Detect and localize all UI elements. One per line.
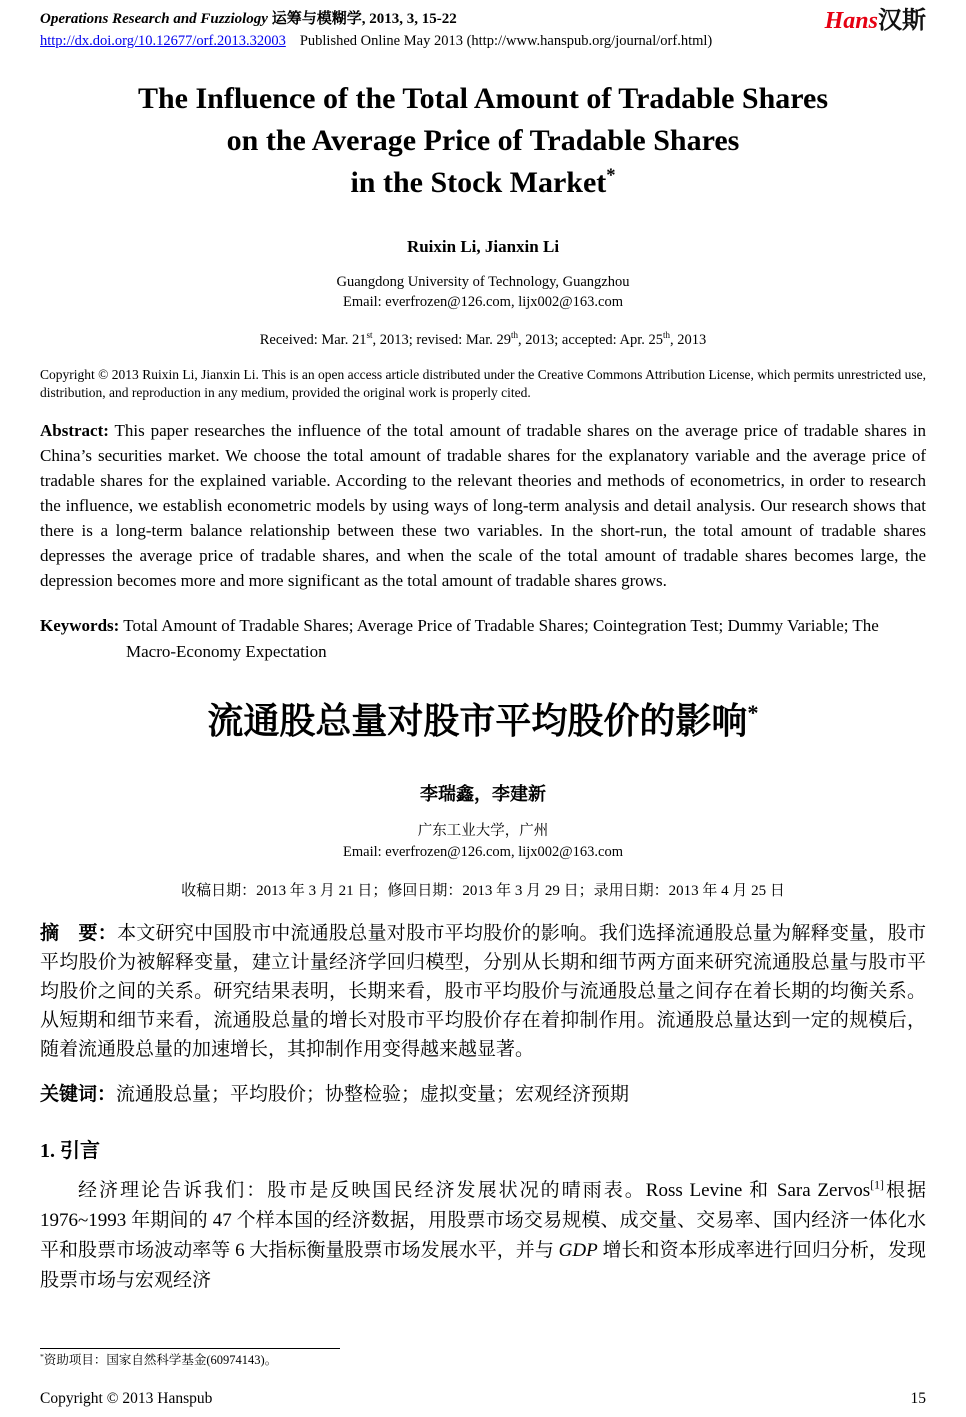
abstract-label-cn: 摘 要： xyxy=(40,923,118,944)
copyright-notice: Copyright © 2013 Ruixin Li, Jianxin Li. This is an open access article distributed under the Creative Commons Attribution License, which permits unrestricted use, distribution, and reproduction in any medium, provided the original work is properly cited. xyxy=(40,367,926,400)
keywords-cn xyxy=(40,1082,926,1108)
abstract-label: Abstract: xyxy=(40,421,109,440)
title-line3: in the Stock Market xyxy=(350,166,607,199)
page-footer xyxy=(40,1389,926,1409)
received-sup2: th xyxy=(511,330,519,341)
title-line1: The Influence of the Total Amount of Tradable Shares xyxy=(137,82,829,115)
abstract-en xyxy=(40,418,926,593)
keywords-en xyxy=(40,613,926,665)
title-cn-text: 流通股总量对股市平均股价的影响 xyxy=(207,701,748,741)
authors-cn: 李瑞鑫，李建新 xyxy=(420,784,546,804)
keywords-label-cn: 关键词： xyxy=(40,1084,117,1105)
keywords-text: Total Amount of Tradable Shares; Average Price of Tradable Shares; Cointegration Test; Dummy Variable; The Macro-Economy Expectation xyxy=(123,616,879,661)
received-p4: , 2013 xyxy=(669,332,707,348)
doi-link[interactable]: http://dx.doi.org/10.12677/orf.2013.32003 xyxy=(40,33,286,49)
affiliation-cn: 广东工业大学，广州 xyxy=(417,823,549,839)
received-sup3: th xyxy=(662,330,670,341)
journal-header-left xyxy=(40,8,712,52)
footnote-marker: * xyxy=(40,1351,44,1361)
received-sup1: st xyxy=(366,330,373,341)
footnote-area xyxy=(40,1348,926,1369)
title-line2: on the Average Price of Tradable Shares xyxy=(226,124,740,157)
intro-p1: 经济理论告诉我们：股市是反映国民经济发展状况的晴雨表。Ross Levine 和 Sara Zervos xyxy=(78,1180,871,1201)
footer-copyright: Copyright © 2013 Hanspub xyxy=(40,1390,213,1407)
received-p2: , 2013; revised: Mar. 29 xyxy=(372,332,512,348)
abstract-text: This paper researches the influence of the total amount of tradable shares on the average price of tradable shares in China’s securities market. We choose the total amount of tradable shares for the explanatory variable and the average price of tradable shares for the explained variable. According to the relevant theories and methods of econometrics, in order to research the influence, we establish econometric models by using ways of long-term analysis and detail analysis. Our research shows that there is a long-term balance relationship between these two variables. In the short-run, the total amount of tradable shares depresses the average price of tradable shares, and when the scale of the total amount of tradable shares becomes large, the depression becomes more and more significant as the total amount of tradable shares grows. xyxy=(40,421,926,590)
journal-name-en: Operations Research and Fuzziology xyxy=(40,11,268,27)
hanspub-logo-en: Hans xyxy=(824,8,878,34)
intro-p2: 根据 1976~1993 年期间的 47 个样本国的经济数据，用股票市场交易规模、成交量、交易率、国内经济一体化水平和股票市场波动率等 6 大指标衡量股票市场发展水平，并与 xyxy=(40,1180,926,1261)
article-title xyxy=(40,78,926,204)
hanspub-logo-cn: 汉斯 xyxy=(878,8,926,34)
journal-title-line xyxy=(40,8,712,30)
intro-p3: 增长和资本形成率进行回归分析，发现股票市场与宏观经济 xyxy=(40,1240,926,1291)
abstract-text-cn: 本文研究中国股市中流通股总量对股市平均股价的影响。我们选择流通股总量为解释变量，股市平均股价为被解释变量，建立计量经济学回归模型，分别从长期和细节两方面来研究流通股总量与股市平均股价之间的关系。研究结果表明，长期来看，股市平均股价与流通股总量之间存在着长期的均衡关系。从短期和细节来看，流通股总量的增长对股市平均股价存在着抑制作用。流通股总量达到一定的规模后，随着流通股总量的加速增长，其抑制作用变得越来越显著。 xyxy=(40,923,926,1060)
email-line-en: Email: everfrozen@126.com, lijx002@163.com xyxy=(343,294,623,310)
dates-line-cn: 收稿日期：2013 年 3 月 21 日；修回日期：2013 年 3 月 29 日；录用日期：2013 年 4 月 25 日 xyxy=(181,883,785,899)
affiliation-block-cn xyxy=(40,821,926,863)
footnote-divider xyxy=(40,1348,340,1349)
section-1-heading: 1. 引言 xyxy=(40,1140,100,1162)
received-line xyxy=(40,330,926,350)
footnote-body: 资助项目：国家自然科学基金(60974143)。 xyxy=(43,1353,278,1367)
keywords-label: Keywords: xyxy=(40,616,120,635)
keywords-text-cn: 流通股总量；平均股价；协整检验；虚拟变量；宏观经济预期 xyxy=(116,1084,630,1105)
journal-header xyxy=(40,8,926,52)
abstract-cn xyxy=(40,919,926,1064)
received-p3: , 2013; accepted: Apr. 25 xyxy=(518,332,663,348)
email-line-cn: Email: everfrozen@126.com, lijx002@163.com xyxy=(343,844,623,860)
citation-ref-1: [1] xyxy=(870,1178,884,1192)
title-footnote-marker: * xyxy=(606,165,616,186)
affiliation-block-en xyxy=(40,272,926,312)
journal-name-cn: 运筹与模糊学, 2013, 3, 15-22 xyxy=(271,11,457,27)
title-cn-footnote-marker: * xyxy=(747,700,759,725)
intro-gdp: GDP xyxy=(558,1240,598,1261)
published-info: Published Online May 2013 (http://www.hanspub.org/journal/orf.html) xyxy=(299,33,713,49)
affiliation-en: Guangdong University of Technology, Guangzhou xyxy=(336,274,630,290)
intro-paragraph xyxy=(40,1176,926,1296)
received-p1: Received: Mar. 21 xyxy=(259,332,367,348)
hanspub-logo xyxy=(825,8,926,34)
article-title-cn xyxy=(40,695,926,747)
page-number: 15 xyxy=(910,1390,926,1407)
authors-en: Ruixin Li, Jianxin Li xyxy=(406,237,560,256)
doi-line xyxy=(40,30,712,52)
footnote-text xyxy=(40,1352,926,1369)
